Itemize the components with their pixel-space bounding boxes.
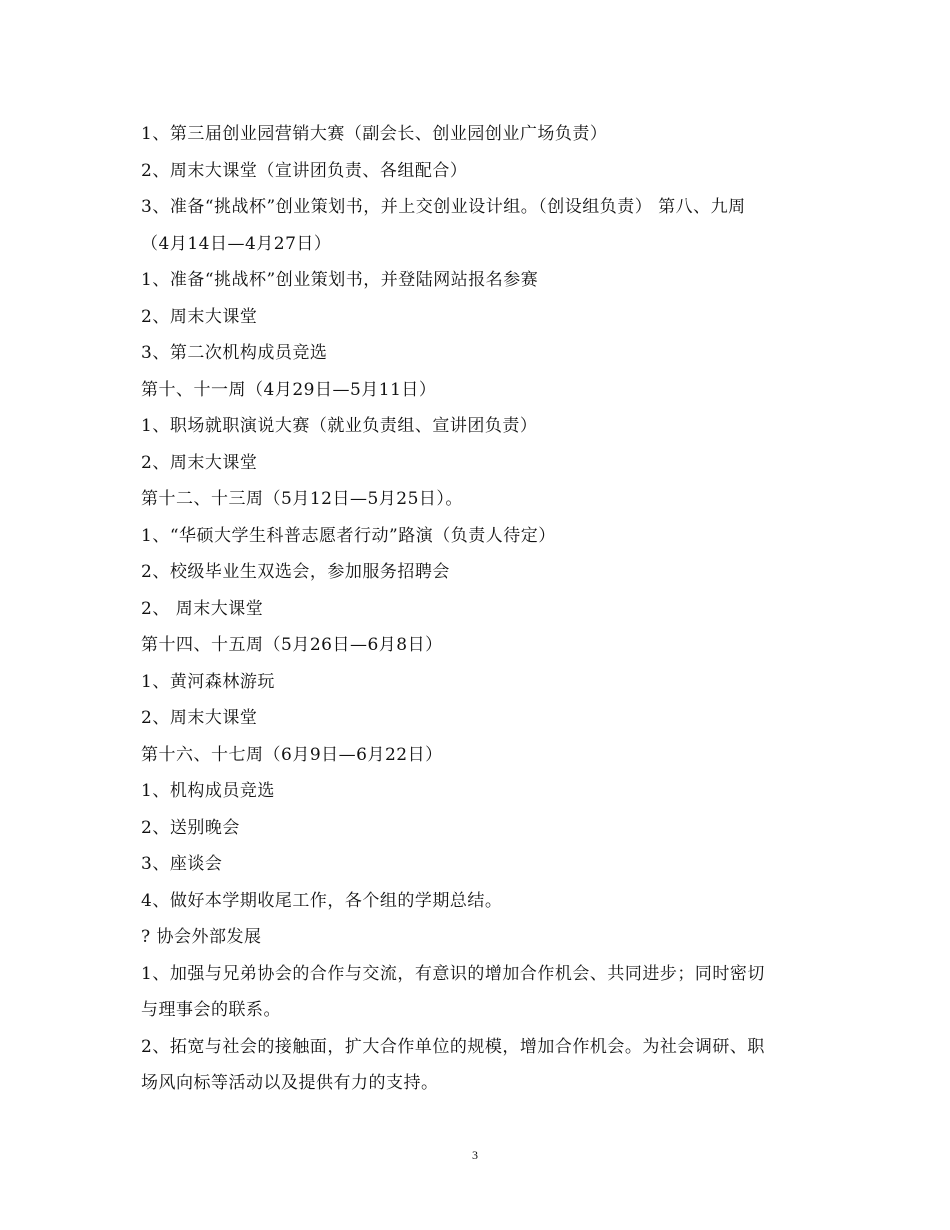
section-heading: 第十四、十五周（5月26日—6月8日） [141,635,443,655]
text-line: 2、周末大课堂 [141,708,258,728]
section-heading: ? 协会外部发展 [141,927,262,947]
page-number: 3 [472,1148,478,1162]
text-line: 2、周末大课堂 [141,452,258,473]
text-line: （4月14日—4月27日） [141,233,332,254]
section-heading: 第十二、十三周（5月12日—5月25日）。 [141,489,463,509]
text-line: 1、准备“挑战杯”创业策划书，并登陆网站报名参赛 [141,270,539,290]
text-line: 4、做好本学期收尾工作，各个组的学期总结。 [141,890,503,911]
text-line: 3、座谈会 [141,854,223,874]
text-line: 1、机构成员竞选 [141,781,275,801]
text-line: 1、第三届创业园营销大赛（副会长、创业园创业广场负责） [141,124,608,144]
text-line: 1、加强与兄弟协会的合作与交流，有意识的增加合作机会、共同进步；同时密切 [141,963,765,984]
text-line: 场风向标等活动以及提供有力的支持。 [141,1073,439,1093]
text-line: 2、周末大课堂 [141,306,258,327]
text-line: 3、第二次机构成员竞选 [141,343,328,363]
text-line: 1、职场就职演说大赛（就业负责组、宣讲团负责） [141,416,538,436]
text-line: 2、送别晚会 [141,817,240,838]
section-heading: 第十、十一周（4月29日—5月11日） [141,379,437,400]
text-line: 2、校级毕业生双选会，参加服务招聘会 [141,562,450,582]
text-line: 3、准备“挑战杯”创业策划书，并上交创业设计组。（创设组负责） 第八、九周 [141,197,746,217]
text-line: 2、 周末大课堂 [141,598,264,619]
text-line: 1、“华硕大学生科普志愿者行动”路演（负责人待定） [141,525,556,546]
text-line: 与理事会的联系。 [141,1000,281,1020]
text-line: 2、周末大课堂（宣讲团负责、各组配合） [141,160,468,181]
document-body [141,116,811,1102]
text-line: 2、拓宽与社会的接触面，扩大合作单位的规模，增加合作机会。为社会调研、职 [141,1036,765,1057]
text-line: 1、黄河森林游玩 [141,671,275,692]
section-heading: 第十六、十七周（6月9日—6月22日） [141,744,443,765]
